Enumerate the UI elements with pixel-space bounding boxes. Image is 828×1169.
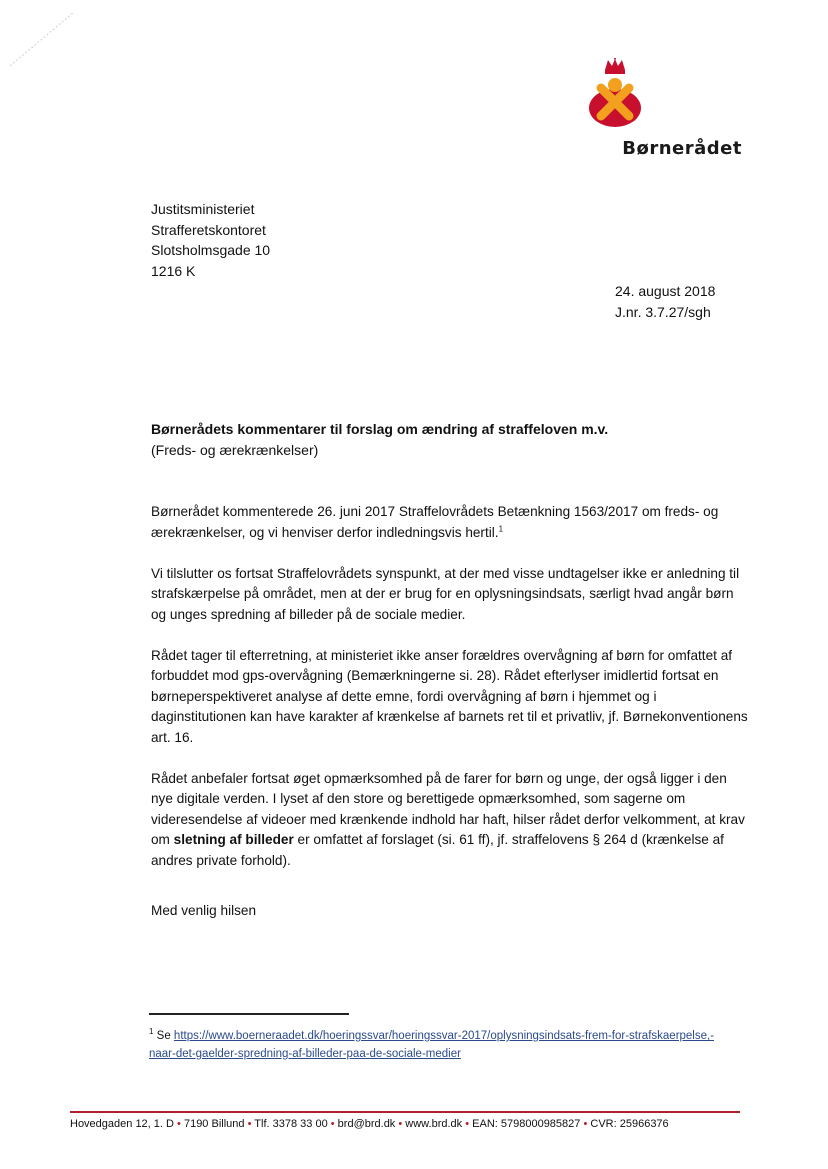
subject-block — [151, 419, 751, 460]
journal-number: J.nr. 3.7.27/sgh — [615, 303, 711, 320]
footer-city: 7190 Billund — [183, 1118, 245, 1130]
letter-body — [151, 502, 751, 892]
date-block — [615, 281, 715, 322]
footer-separator: • — [583, 1118, 588, 1130]
footer-website[interactable]: www.brd.dk — [405, 1118, 463, 1130]
paragraph-text: er omfattet af forslaget (si. 61 ff), jf. straffelovens § 264 d (krænkelse af andres private forhold). — [151, 832, 724, 868]
footnote-reference: 1 — [498, 523, 504, 533]
footnote-divider — [149, 1013, 349, 1015]
subject-subtitle: (Freds- og ærekrænkelser) — [151, 441, 319, 458]
footnote-link[interactable]: https://www.boerneraadet.dk/hoeringssvar/hoeringssvar-2017/oplysningsindsats-frem-for-strafskaerpelse,-naar-det-gaelder-spredning-af-billeder-paa-de-sociale-medier — [149, 1029, 715, 1060]
footer-ean: EAN: 5798000985827 — [472, 1118, 581, 1130]
closing-salutation: Med venlig hilsen — [151, 903, 257, 918]
scan-artifact-line — [8, 8, 78, 68]
recipient-line: 1216 K — [151, 262, 196, 279]
footer-separator: • — [398, 1118, 403, 1130]
footer-phone: Tlf. 3378 33 00 — [254, 1118, 328, 1130]
recipient-line: Slotsholmsgade 10 — [151, 242, 271, 258]
body-paragraph — [151, 769, 751, 872]
body-paragraph: Rådet tager til efterretning, at ministeriet ikke anser forældres overvågning af børn for omfattet af forbuddet mod gps-overvågning (Bemærkningerne si. 28). Rådet efterlyser imidlertid fortsat en børneperspektiveret analyse af dette emne, fordi overvågning af børn i hjemmet og i daginstitutionen kan have karakter af krænkelse af barnets ret til et privatliv, jf. Børnekonventionens art. 16. — [151, 647, 748, 745]
footer-divider — [70, 1111, 740, 1113]
recipient-line: Strafferetskontoret — [151, 221, 266, 238]
footer-email[interactable]: brd@brd.dk — [337, 1118, 396, 1130]
boerneraadet-logo — [582, 58, 742, 158]
footer-separator: • — [465, 1118, 470, 1130]
logo-wordmark: Børnerådet — [622, 138, 742, 159]
footer-separator: • — [177, 1118, 181, 1130]
footer-separator: • — [247, 1118, 252, 1130]
footer-cvr: CVR: 25966376 — [590, 1118, 669, 1130]
paragraph-text: Børnerådet kommenterede 26. juni 2017 Straffelovrådets Betænkning 1563/2017 om freds- og ærekrænkelser, og vi henviser derfor indledningsvis hertil. — [151, 504, 719, 540]
body-paragraph: Vi tilslutter os fortsat Straffelovrådets synspunkt, at der med visse undtagelser ikke er anledning til strafskærpelse på området, men at der er brug for en oplysningsindsats, særligt hvad angår børn og unges spredning af billeder på de sociale medier. — [151, 565, 740, 622]
body-paragraph — [151, 502, 751, 543]
footnote-prefix: Se — [153, 1029, 174, 1042]
recipient-address — [151, 199, 270, 281]
footnote — [149, 1023, 729, 1063]
emphasized-text: sletning af billeder — [173, 832, 294, 847]
footer-separator: • — [330, 1118, 335, 1130]
paragraph-text: Rådet anbefaler fortsat øget opmærksomhed på de farer for børn og unge, der også ligger i den nye digitale verden. I lyset af den store og berettigede opmærksomhed, som sagerne om videresendelse af videoer med krænkende indhold har haft, hilser rådet derfor velkomment, at krav om — [151, 770, 745, 847]
footnote-number: 1 — [149, 1027, 154, 1036]
subject-title: Børnerådets kommentarer til forslag om ændring af straffeloven m.v. — [151, 421, 609, 437]
footer-address: Hovedgaden 12, 1. D — [70, 1118, 174, 1130]
letter-date: 24. august 2018 — [615, 283, 716, 299]
crown-figure-logo-icon — [584, 58, 644, 130]
recipient-line: Justitsministeriet — [151, 201, 255, 217]
footer-contact — [70, 1118, 750, 1130]
